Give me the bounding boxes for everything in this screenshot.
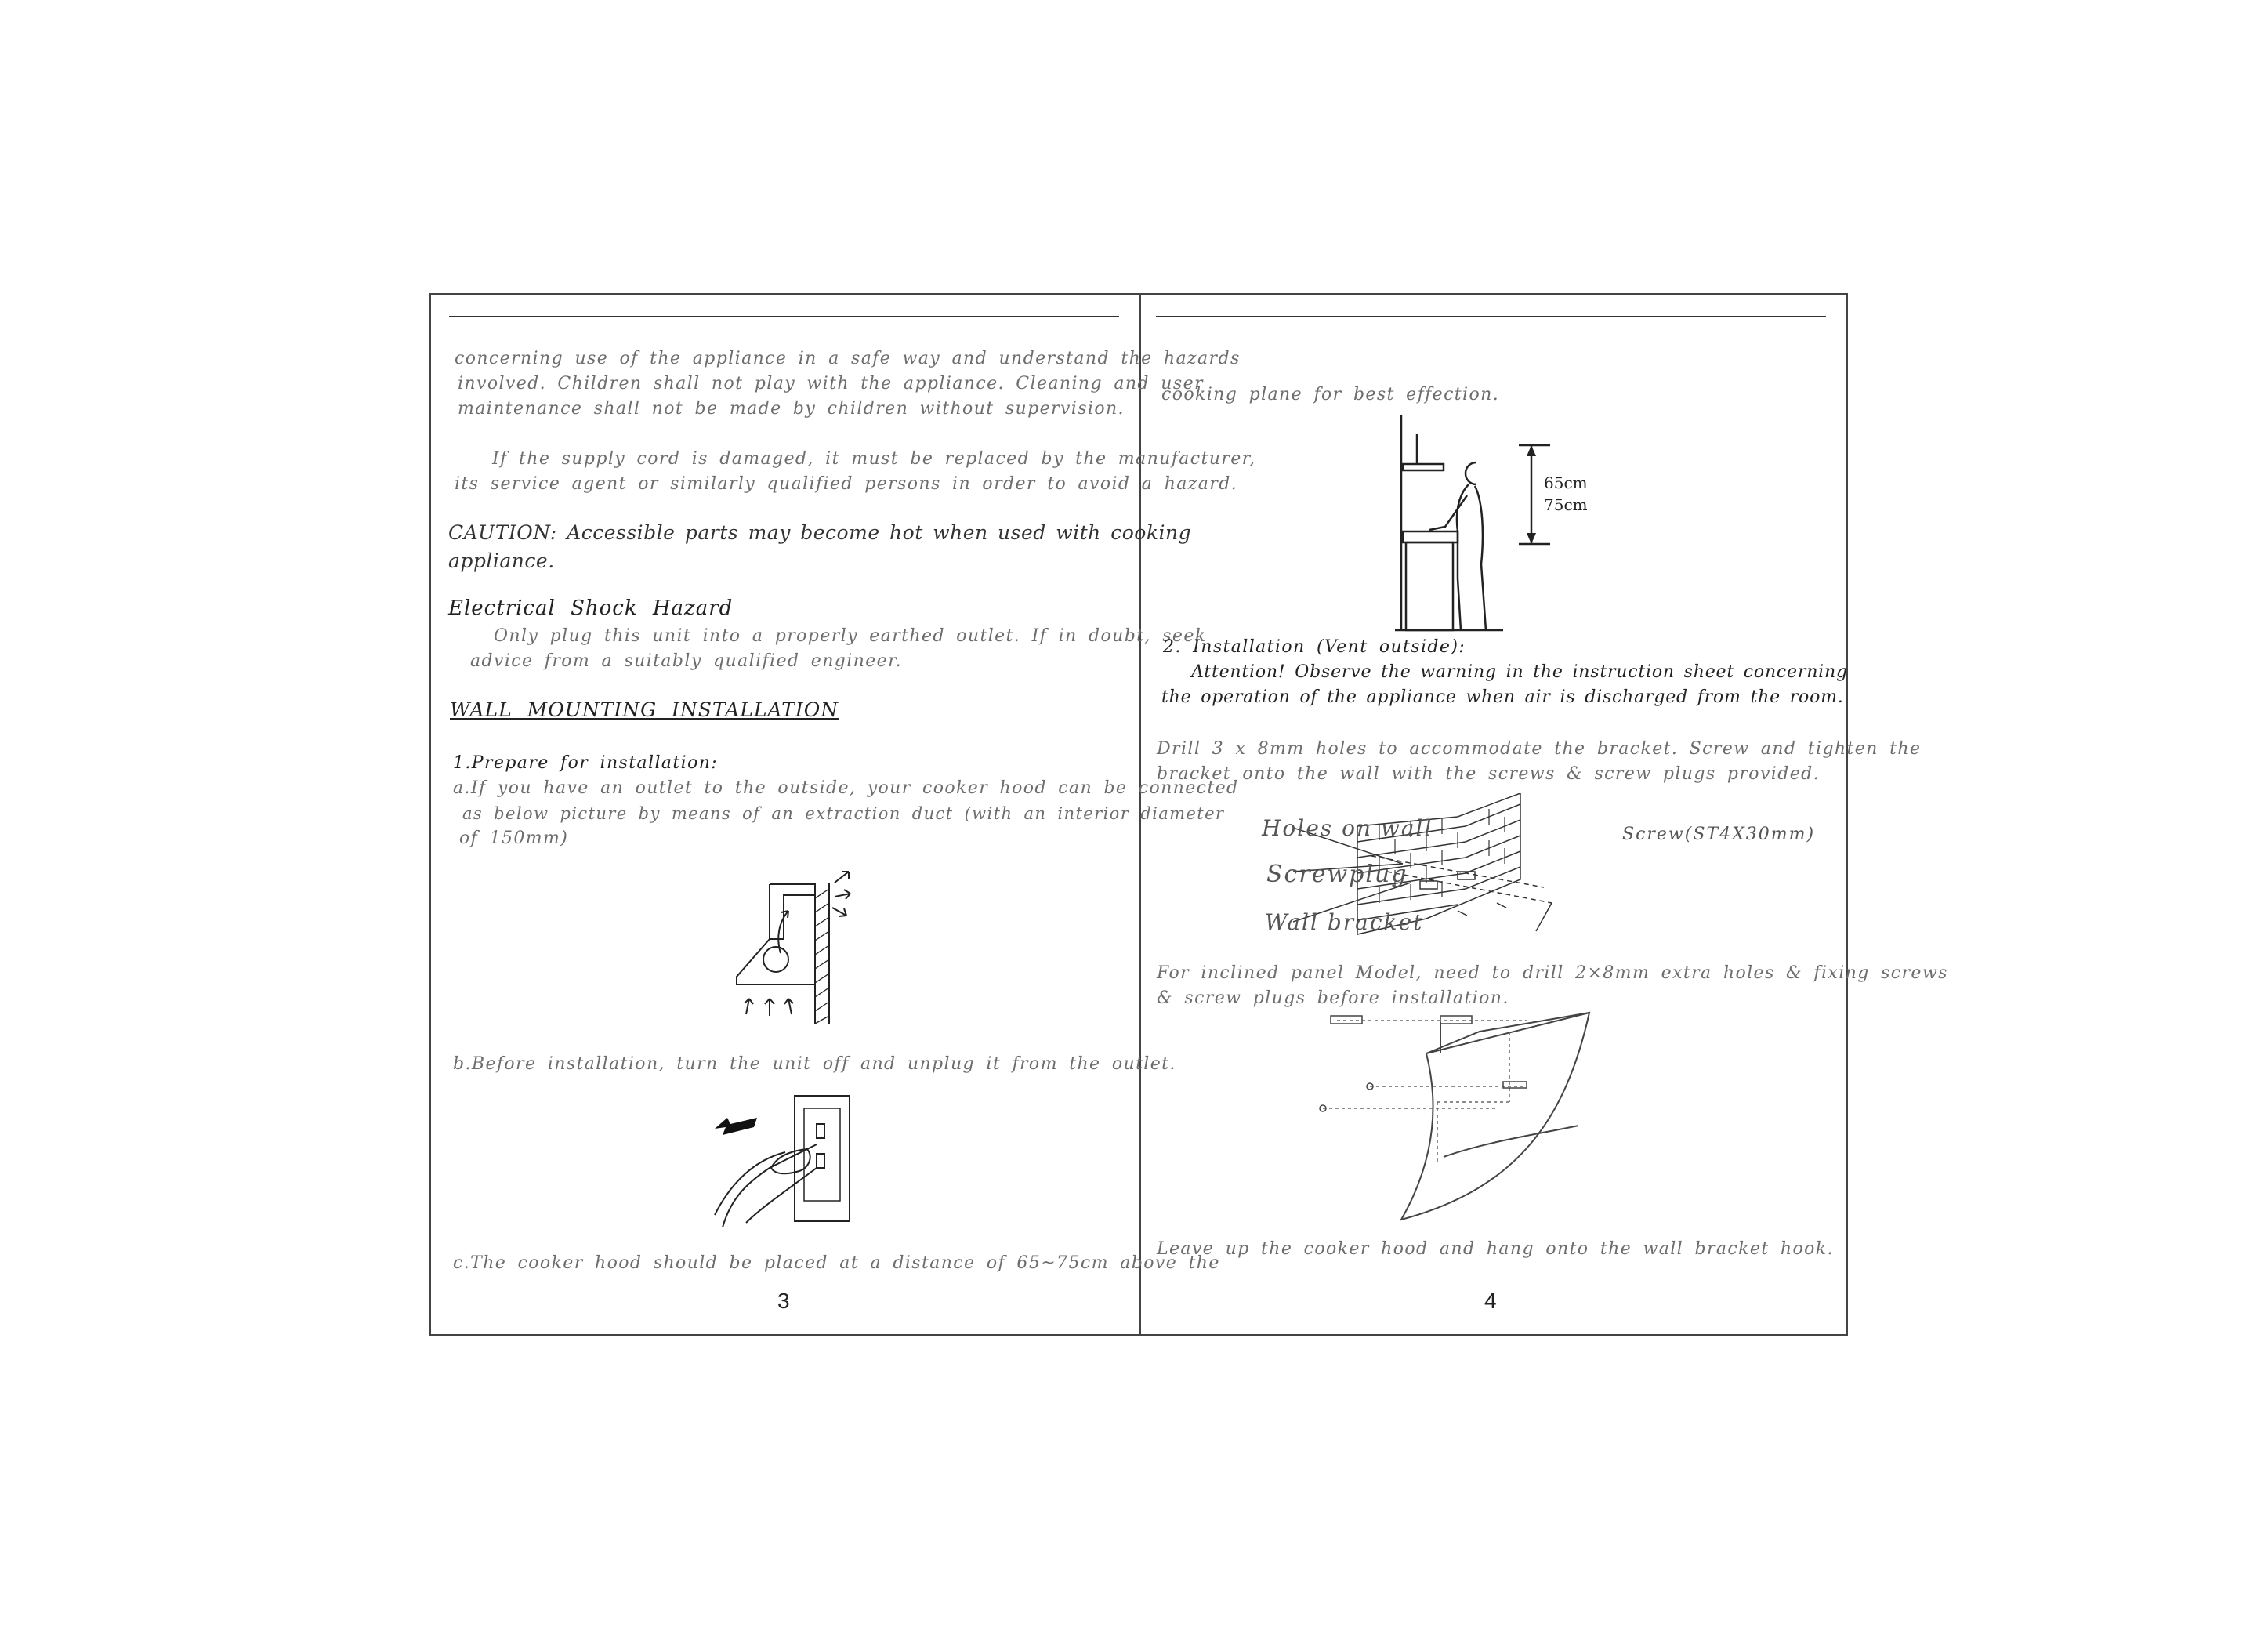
text-line: Leave up the cooker hood and hang onto the wall bracket hook. [1157,1239,1834,1259]
header-rule [449,316,1119,317]
text-line: involved. Children shall not play with the appliance. Cleaning and user [458,374,1204,393]
page-number: 3 [777,1289,790,1313]
header-rule [1156,316,1826,317]
figure-label: Screwplug [1266,861,1408,888]
text-line: If the supply cord is damaged, it must be replaced by the manufacturer, [492,449,1256,469]
caution-text: appliance. [448,549,555,572]
manual-spread [429,293,1948,1336]
sub-heading: 2. Installation (Vent outside): [1163,637,1466,657]
text-line: concerning use of the appliance in a safe way and understand the hazards [455,349,1241,368]
section-heading: Electrical Shock Hazard [448,596,734,620]
text-line: as below picture by means of an extraction duct (with an interior diameter [462,804,1225,823]
text-line: maintenance shall not be made by children without supervision. [458,399,1125,419]
sub-heading: 1.Prepare for installation: [453,753,719,773]
attention-text: the operation of the appliance when air is discharged from the room. [1161,687,1844,707]
text-line: b.Before installation, turn the unit off and unplug it from the outlet. [453,1054,1176,1074]
page-number: 4 [1484,1289,1497,1313]
figure-label: Wall bracket [1265,909,1424,935]
figure-label: Screw(ST4X30mm) [1622,825,1816,844]
section-heading: WALL MOUNTING INSTALLATION [450,698,839,721]
text-line: For inclined panel Model, need to drill 2×8mm extra holes & fixing screws [1157,963,1948,983]
extraction-duct-figure [713,867,862,1032]
attention-text: Attention! Observe the warning in the instruction sheet concerning [1191,662,1848,682]
text-line: & screw plugs before installation. [1157,988,1509,1008]
text-line: bracket onto the wall with the screws & screw plugs provided. [1157,764,1820,784]
cooking-height-figure [1393,414,1566,632]
text-line: its service agent or similarly qualified persons in order to avoid a hazard. [455,474,1238,494]
caution-text: CAUTION: Accessible parts may become hot when used with cooking [448,521,1192,544]
text-line: cooking plane for best effection. [1161,385,1500,404]
dimension-label: 75cm [1544,495,1588,514]
unplug-figure [699,1090,864,1238]
text-line: a.If you have an outlet to the outside, your cooker hood can be connected [453,778,1239,798]
text-line: advice from a suitably qualified engineer. [470,651,902,671]
figure-label: Holes on wall [1262,815,1433,841]
text-line: Only plug this unit into a properly earthed outlet. If in doubt, seek [494,626,1207,646]
text-line: c.The cooker hood should be placed at a distance of 65~75cm above the [453,1253,1220,1273]
text-line: Drill 3 x 8mm holes to accommodate the bracket. Screw and tighten the [1157,739,1922,759]
dimension-label: 65cm [1544,473,1588,492]
inclined-hood-figure [1307,1008,1676,1227]
text-line: of 150mm) [459,829,569,848]
